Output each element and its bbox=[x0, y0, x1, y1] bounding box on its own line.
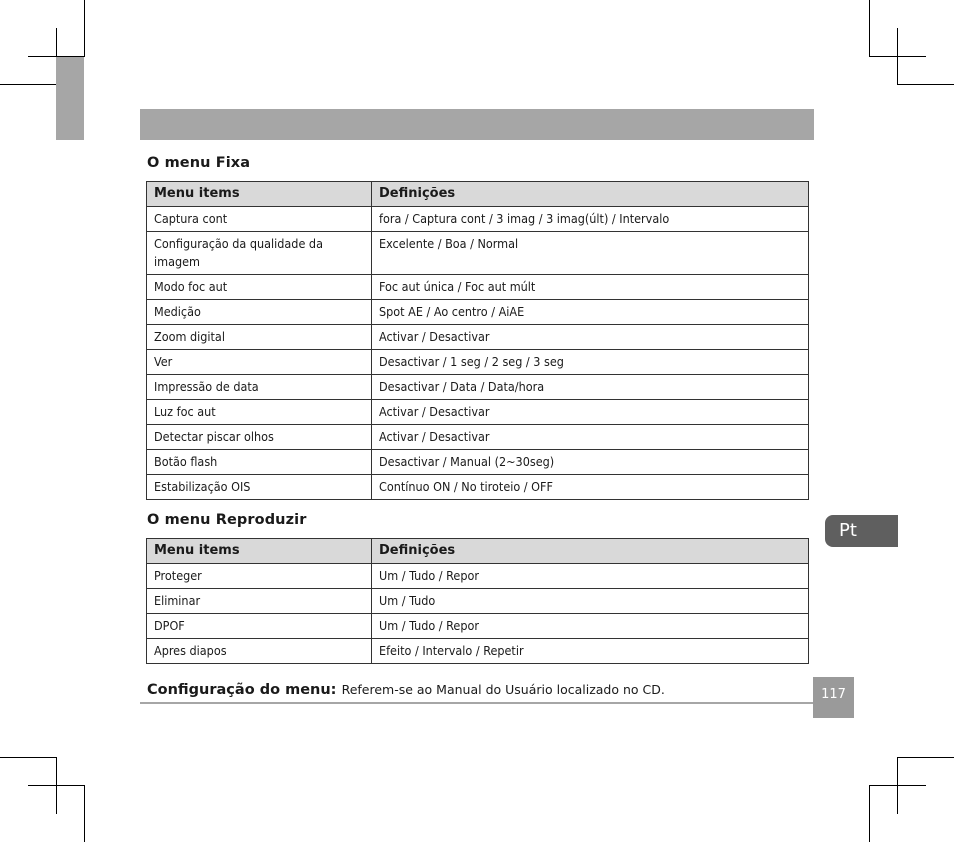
row-definition: Contínuo ON / No tiroteio / OFF bbox=[372, 475, 809, 500]
row-definition: Desactivar / 1 seg / 2 seg / 3 seg bbox=[372, 350, 809, 375]
row-definition: Um / Tudo bbox=[372, 589, 809, 614]
table-row bbox=[147, 589, 809, 614]
crop-mark bbox=[84, 785, 85, 842]
header-definicoes: Definições bbox=[372, 182, 809, 207]
row-definition: Activar / Desactivar bbox=[372, 325, 809, 350]
side-grey-block bbox=[56, 57, 84, 140]
table-row bbox=[147, 614, 809, 639]
crop-mark bbox=[869, 785, 870, 842]
crop-mark bbox=[0, 757, 57, 758]
row-item: Modo foc aut bbox=[147, 275, 372, 300]
bottom-divider bbox=[140, 702, 814, 704]
crop-mark bbox=[869, 785, 926, 786]
crop-mark bbox=[0, 84, 57, 85]
table-row bbox=[147, 232, 809, 275]
row-item: Apres diapos bbox=[147, 639, 372, 664]
row-item: Zoom digital bbox=[147, 325, 372, 350]
row-item: DPOF bbox=[147, 614, 372, 639]
row-definition: Activar / Desactivar bbox=[372, 425, 809, 450]
row-definition: Um / Tudo / Repor bbox=[372, 614, 809, 639]
row-definition: Efeito / Intervalo / Repetir bbox=[372, 639, 809, 664]
header-menu-items: Menu items bbox=[147, 539, 372, 564]
row-item: Estabilização OIS bbox=[147, 475, 372, 500]
crop-mark bbox=[84, 0, 85, 57]
row-item: Configuração da qualidade da imagem bbox=[147, 232, 372, 275]
table-header-row bbox=[147, 182, 809, 207]
table-row bbox=[147, 350, 809, 375]
row-definition: Activar / Desactivar bbox=[372, 400, 809, 425]
row-item: Captura cont bbox=[147, 207, 372, 232]
row-definition: Foc aut única / Foc aut múlt bbox=[372, 275, 809, 300]
row-item: Medição bbox=[147, 300, 372, 325]
row-item: Botão flash bbox=[147, 450, 372, 475]
row-definition: Desactivar / Manual (2~30seg) bbox=[372, 450, 809, 475]
config-text: Referem-se ao Manual do Usuário localizado no CD. bbox=[341, 682, 665, 697]
row-item: Proteger bbox=[147, 564, 372, 589]
table-menu-fixa bbox=[146, 181, 809, 500]
header-menu-items: Menu items bbox=[147, 182, 372, 207]
table-row bbox=[147, 375, 809, 400]
row-definition: Desactivar / Data / Data/hora bbox=[372, 375, 809, 400]
table-row bbox=[147, 425, 809, 450]
table-row bbox=[147, 564, 809, 589]
row-item: Luz foc aut bbox=[147, 400, 372, 425]
section-title-fixa: O menu Fixa bbox=[147, 155, 251, 171]
row-definition: Um / Tudo / Repor bbox=[372, 564, 809, 589]
config-label: Configuração do menu: bbox=[147, 682, 337, 698]
section-title-reproduzir: O menu Reproduzir bbox=[147, 512, 307, 528]
table-row bbox=[147, 475, 809, 500]
table-row bbox=[147, 400, 809, 425]
row-definition: Spot AE / Ao centro / AiAE bbox=[372, 300, 809, 325]
crop-mark bbox=[897, 84, 954, 85]
table-row bbox=[147, 207, 809, 232]
language-tab: Pt bbox=[825, 515, 898, 547]
page-number: 117 bbox=[813, 677, 854, 718]
crop-mark bbox=[28, 785, 85, 786]
row-definition: fora / Captura cont / 3 imag / 3 imag(últ) / Intervalo bbox=[372, 207, 809, 232]
table-header-row bbox=[147, 539, 809, 564]
row-definition: Excelente / Boa / Normal bbox=[372, 232, 809, 275]
table-row bbox=[147, 639, 809, 664]
row-item: Impressão de data bbox=[147, 375, 372, 400]
row-item: Ver bbox=[147, 350, 372, 375]
table-row bbox=[147, 325, 809, 350]
config-line bbox=[147, 679, 665, 698]
crop-mark bbox=[897, 757, 954, 758]
row-item: Eliminar bbox=[147, 589, 372, 614]
header-definicoes: Definições bbox=[372, 539, 809, 564]
table-row bbox=[147, 300, 809, 325]
crop-mark bbox=[869, 56, 926, 57]
table-menu-reproduzir bbox=[146, 538, 809, 664]
table-row bbox=[147, 275, 809, 300]
table-row bbox=[147, 450, 809, 475]
header-band bbox=[140, 109, 814, 140]
crop-mark bbox=[869, 0, 870, 57]
row-item: Detectar piscar olhos bbox=[147, 425, 372, 450]
